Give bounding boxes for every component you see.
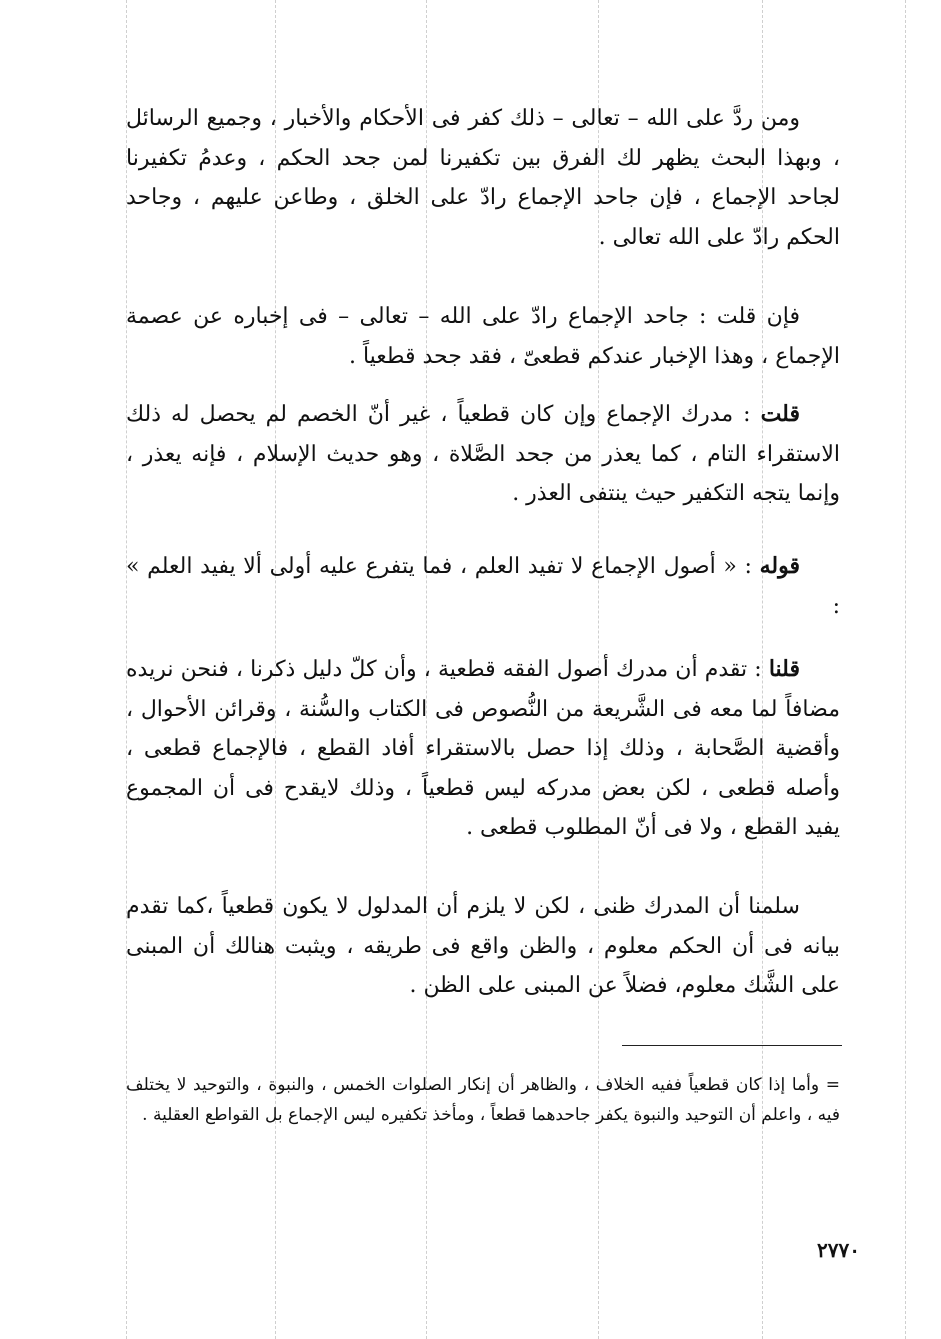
- page-number: ٢٧٧٠: [817, 1238, 860, 1262]
- paragraph-text: [126, 547, 840, 626]
- paragraph-text: [126, 395, 840, 514]
- paragraph-lead: قوله: [759, 553, 800, 579]
- paragraph-body: : مدرك الإجماع وإن كان قطعياً ، غير أنّ الخصم لم يحصل له ذلك الاستقراء التام ، كما يعذر من جحد الصَّلاة ، وهو حديث الإسلام ، فإنه يعذر ، وإنما يتجه التكفير حيث ينتفى العذر .: [126, 402, 840, 506]
- paragraph-body: : « أصول الإجماع لا تفيد العلم ، فما يتفرع عليه أولى ألا يفيد العلم » :: [126, 554, 840, 619]
- paragraph-5: [126, 650, 840, 848]
- footnote-separator: [622, 1045, 842, 1046]
- paragraph-lead: قلنا: [768, 656, 800, 682]
- paragraph-text: [126, 650, 840, 848]
- paragraph-lead: قلت: [760, 401, 800, 427]
- paragraph-6: [126, 887, 840, 1006]
- paragraph-1: [126, 99, 840, 257]
- footnote-text: = وأما إذا كان قطعياً ففيه الخلاف ، والظاهر أن إنكار الصلوات الخمس ، والنبوة ، والتوحيد لا يختلف فيه ، واعلم أن التوحيد والنبوة يكفر جاحدهما قطعاً ، ومأخذ تكفيره ليس الإجماع بل القواطع العقلية .: [126, 1075, 840, 1125]
- paragraph-text: فإن قلت : جاحد الإجماع رادّ على الله – تعالى – فى إخباره عن عصمة الإجماع ، وهذا الإخبار عندكم قطعىّ ، فقد جحد قطعياً .: [126, 304, 840, 369]
- paragraph-text: ومن ردَّ على الله – تعالى – ذلك كفر فى الأحكام والأخبار ، وجميع الرسائل ، وبهذا البحث يظهر لك الفرق بين تكفيرنا لمن جحد الحكم ، وعدمُ تكفيرنا لجاحد الإجماع ، فإن جاحد الإجماع رادّ على الخلق ، وطاعن عليهم ، وجاحد الحكم رادّ على الله تعالى .: [126, 106, 840, 250]
- scan-grid-line: [905, 0, 906, 1339]
- paragraph-text: سلمنا أن المدرك ظنى ، لكن لا يلزم أن المدلول لا يكون قطعياً ،كما تقدم بيانه فى أن الحكم معلوم ، والظن واقع فى طريقه ، ويثبت هنالك أن المبنى على الشَّك معلوم، فضلاً عن المبنى على الظن .: [126, 894, 840, 998]
- paragraph-3: [126, 395, 840, 514]
- footnote: [126, 1070, 840, 1130]
- paragraph-2: [126, 297, 840, 376]
- paragraph-4: [126, 547, 840, 626]
- paragraph-body: : تقدم أن مدرك أصول الفقه قطعية ، وأن كلّ دليل ذكرنا ، فنحن نريده مضافاً لما معه فى الشَّريعة من النُّصوص فى الكتاب والسُّنة ، وقرائن الأحوال ، وأقضية الصَّحابة ، وذلك إذا حصل بالاستقراء أفاد القطع ، فالإجماع قطعى ، وأصله قطعى ، لكن بعض مدركه ليس قطعياً ، وذلك لايقدح فى أن المجموع يفيد القطع ، ولا فى أنّ المطلوب قطعى .: [126, 657, 840, 840]
